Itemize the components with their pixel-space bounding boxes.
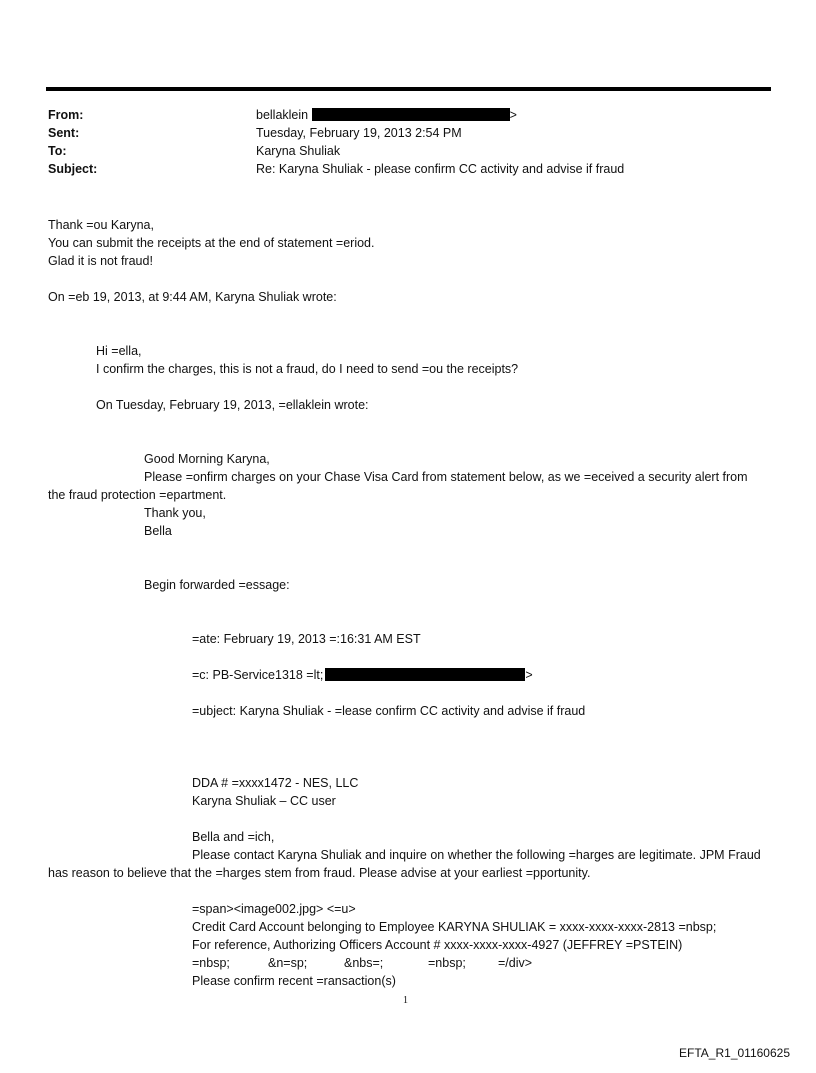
to-value: Karyna Shuliak xyxy=(256,144,341,158)
subject-label: Subject: xyxy=(48,162,98,176)
fwd-cc-row: =c: PB-Service1318 =lt; > xyxy=(192,668,533,682)
fwd-dda: DDA # =xxxx1472 - NES, LLC xyxy=(192,776,359,790)
fwd-user: Karyna Shuliak – CC user xyxy=(192,794,336,808)
quote-intro-1: On =eb 19, 2013, at 9:44 AM, Karyna Shuliak wrote: xyxy=(48,290,337,304)
header-rule xyxy=(46,87,771,91)
karyna-line-2: I confirm the charges, this is not a fraud, do I need to send =ou the receipts? xyxy=(96,362,519,376)
to-row xyxy=(48,144,768,162)
bella-signature: Bella xyxy=(144,524,172,538)
bates-id: EFTA_R1_01160625 xyxy=(679,1046,790,1060)
karyna-line-1: Hi =ella, xyxy=(96,344,142,358)
fwd-span-line: =span><image002.jpg> <=u> xyxy=(192,902,356,916)
nbsp-token: &nbs=; xyxy=(344,956,384,970)
fwd-confirm: Please confirm recent =ransaction(s) xyxy=(192,974,396,988)
reply-line-1: Thank =ou Karyna, xyxy=(48,218,154,232)
to-label: To: xyxy=(48,144,67,158)
subject-row xyxy=(48,162,768,180)
fwd-date: =ate: February 19, 2013 =:16:31 AM EST xyxy=(192,632,421,646)
forwarded-intro: Begin forwarded =essage: xyxy=(144,578,290,592)
bella-line-1: Good Morning Karyna, xyxy=(144,452,270,466)
sent-label: Sent: xyxy=(48,126,80,140)
fwd-para: Please contact Karyna Shuliak and inquire on whether the following =harges are legitimate. JPM Fraud has reason to believe that the =harges stem from fraud. Please advise at your earliest =pportunity. xyxy=(48,848,761,880)
sent-value: Tuesday, February 19, 2013 2:54 PM xyxy=(256,126,462,140)
from-value: bellaklein > xyxy=(256,108,517,122)
subject-value: Re: Karyna Shuliak - please confirm CC activity and advise if fraud xyxy=(256,162,625,176)
page-number: 1 xyxy=(403,995,408,1006)
reply-line-2: You can submit the receipts at the end of statement =eriod. xyxy=(48,236,375,250)
fwd-greeting: Bella and =ich, xyxy=(192,830,275,844)
fwd-cc-account: Credit Card Account belonging to Employee KARYNA SHULIAK = xxxx-xxxx-xxxx-2813 =nbsp; xyxy=(192,920,717,934)
reply-line-3: Glad it is not fraud! xyxy=(48,254,153,268)
nbsp-token: =nbsp; xyxy=(192,956,230,970)
from-row xyxy=(48,108,768,126)
bella-para: Please =onfirm charges on your Chase Visa Card from statement below, as we =eceived a security alert from the fraud protection =epartment. xyxy=(48,470,748,502)
fwd-reference: For reference, Authorizing Officers Account # xxxx-xxxx-xxxx-4927 (JEFFREY =PSTEIN) xyxy=(192,938,683,952)
fwd-subject: =ubject: Karyna Shuliak - =lease confirm CC activity and advise if fraud xyxy=(192,704,586,718)
quote-intro-2: On Tuesday, February 19, 2013, =ellaklein wrote: xyxy=(96,398,369,412)
bella-line-3: Thank you, xyxy=(144,506,206,520)
redaction-box xyxy=(312,108,510,121)
nbsp-token: =/div> xyxy=(498,956,533,970)
fwd-nbsp-line xyxy=(192,954,532,972)
sent-row xyxy=(48,126,768,144)
nbsp-token: =nbsp; xyxy=(428,956,466,970)
nbsp-token: &n=sp; xyxy=(268,956,308,970)
redaction-box xyxy=(325,668,525,681)
fwd-cc: =c: PB-Service1318 =lt; xyxy=(192,668,324,682)
from-label: From: xyxy=(48,108,84,122)
